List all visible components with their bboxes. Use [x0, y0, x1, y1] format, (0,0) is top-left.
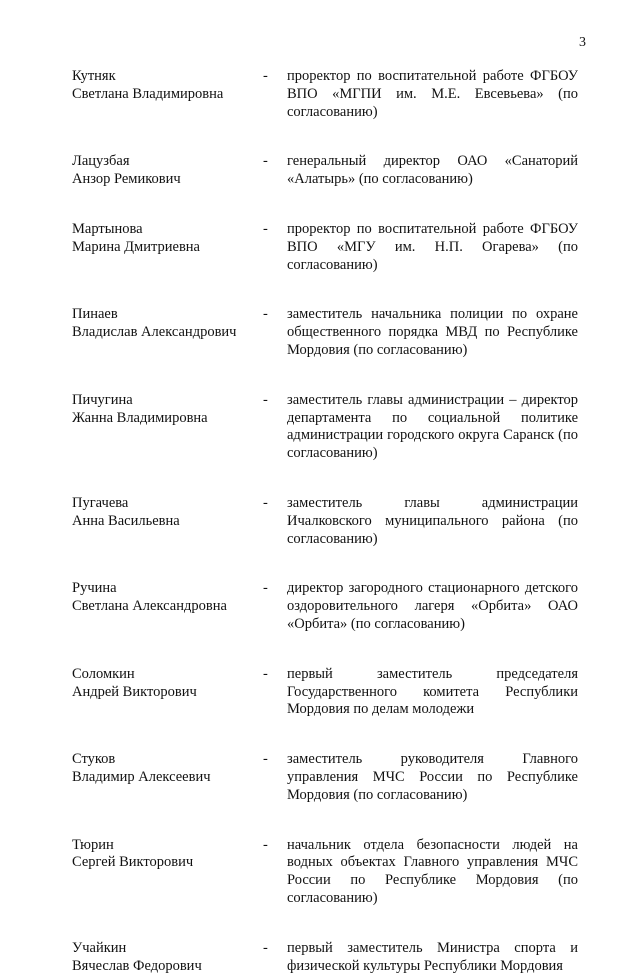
given-names: Светлана Александровна [72, 598, 263, 616]
person-name [72, 837, 263, 873]
given-names: Владимир Алексеевич [72, 769, 263, 787]
list-item [72, 940, 578, 975]
given-names: Марина Дмитриевна [72, 239, 263, 257]
list-item [72, 580, 578, 633]
position-text: проректор по воспитательной работе ФГБОУ ВПО «МГУ им. Н.П. Огарева» (по согласованию) [287, 221, 578, 274]
surname: Пичугина [72, 392, 263, 410]
position-text: директор загородного стационарного детского оздоровительного лагеря «Орбита» ОАО «Орбита» (по согласованию) [287, 580, 578, 633]
given-names: Жанна Владимировна [72, 410, 263, 428]
person-name [72, 68, 263, 104]
person-name [72, 580, 263, 616]
position-text: начальник отдела безопасности людей на водных объектах Главного управления МЧС России по Республике Мордовия (по согласованию) [287, 837, 578, 908]
person-name [72, 495, 263, 531]
surname: Тюрин [72, 837, 263, 855]
position-text: первый заместитель Министра спорта и физической культуры Республики Мордовия [287, 940, 578, 975]
dash-separator: - [263, 153, 287, 171]
surname: Кутняк [72, 68, 263, 86]
dash-separator: - [263, 221, 287, 239]
position-text: заместитель главы администрации – директор департамента по социальной политике администрации городского округа Саранск (по согласованию) [287, 392, 578, 463]
given-names: Светлана Владимировна [72, 86, 263, 104]
given-names: Андрей Викторович [72, 684, 263, 702]
dash-separator: - [263, 392, 287, 410]
dash-separator: - [263, 68, 287, 86]
given-names: Анна Васильевна [72, 513, 263, 531]
list-item [72, 153, 578, 189]
surname: Ручина [72, 580, 263, 598]
list-item [72, 306, 578, 359]
position-text: заместитель руководителя Главного управления МЧС России по Республике Мордовия (по согласованию) [287, 751, 578, 804]
dash-separator: - [263, 940, 287, 958]
list-item [72, 666, 578, 719]
position-text: первый заместитель председателя Государственного комитета Республики Мордовия по делам молодежи [287, 666, 578, 719]
given-names: Вячеслав Федорович [72, 958, 263, 975]
list-item [72, 221, 578, 274]
position-text: проректор по воспитательной работе ФГБОУ ВПО «МГПИ им. М.Е. Евсевьева» (по согласованию) [287, 68, 578, 121]
surname: Пугачева [72, 495, 263, 513]
given-names: Анзор Ремикович [72, 171, 263, 189]
dash-separator: - [263, 495, 287, 513]
given-names: Владислав Александрович [72, 324, 263, 342]
dash-separator: - [263, 306, 287, 324]
person-name [72, 153, 263, 189]
surname: Пинаев [72, 306, 263, 324]
person-name [72, 666, 263, 702]
position-text: заместитель начальника полиции по охране общественного порядка МВД по Республике Мордовия (по согласованию) [287, 306, 578, 359]
list-item [72, 837, 578, 908]
list-item [72, 68, 578, 121]
given-names: Сергей Викторович [72, 854, 263, 872]
person-name [72, 751, 263, 787]
person-name [72, 392, 263, 428]
surname: Лацузбая [72, 153, 263, 171]
list-item [72, 495, 578, 548]
position-text: заместитель главы администрации Ичалковского муниципального района (по согласованию) [287, 495, 578, 548]
dash-separator: - [263, 666, 287, 684]
person-name [72, 306, 263, 342]
dash-separator: - [263, 751, 287, 769]
member-list [72, 68, 578, 975]
dash-separator: - [263, 580, 287, 598]
list-item [72, 751, 578, 804]
position-text: генеральный директор ОАО «Санаторий «Алатырь» (по согласованию) [287, 153, 578, 189]
surname: Мартынова [72, 221, 263, 239]
page-number: 3 [579, 34, 586, 52]
person-name [72, 940, 263, 975]
surname: Стуков [72, 751, 263, 769]
surname: Учайкин [72, 940, 263, 958]
surname: Соломкин [72, 666, 263, 684]
dash-separator: - [263, 837, 287, 855]
person-name [72, 221, 263, 257]
list-item [72, 392, 578, 463]
